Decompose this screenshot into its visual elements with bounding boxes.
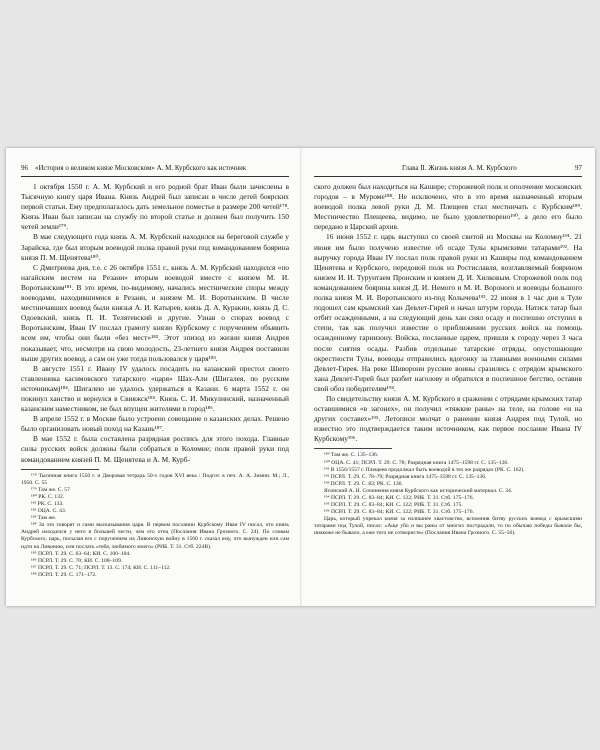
- footnote: ¹⁹⁴ ПСРЛ. Т. 29. С. 83–84; КИ. С. 122; РИБ. Т. 31. Стб. 175–176.: [324, 495, 474, 501]
- book-gutter: [300, 148, 302, 606]
- paragraph: В августе 1551 г. Ивану IV удалось посадить на казанский престол своего ставленника касимовского татарского «царя» Шах-Али (Шигалея, по русским источникам)¹⁸⁴. Шигалею не удалось удержаться в Казани. 6 марта 1552 г. он покинул ханство и вернулся в Свияжск¹⁸⁵. Князь С. И. Микулинский, назначенный казанским наместником, не был впущен жителями в город¹⁸⁶.: [21, 363, 289, 414]
- footnote: ¹⁹⁶ ПСРЛ. Т. 29. С. 83–84; КИ. С. 122; РИБ. Т. 31. Стб. 175–176.: [324, 509, 474, 516]
- paragraph: В апреле 1552 г. в Москве было устроено совещание о казанских делах. Решено было организовать новый поход на Казань¹⁸⁷.: [21, 414, 289, 434]
- paragraph: С Дмитриева дня, т.е. с 26 октября 1551 г., князь А. М. Курбский находился «по нагайским вестем на Резани» вторым воеводой вместе с князем М. И. Воротынским¹⁸¹. В это время, по-видимому, начались местнические споры между воеводами, находившимися в Резани, и князем М. И. Воротынским. В числе местничавших воевод были князья А. И. Катырев, князь Д. А. Куракин, князь Д. С. Одоевский, князь П. И. Телятевский и другие. Узнав о спорах воевод с Воротынским, Иван IV послал грамоту князю Курбскому с поручением объявить всем им, чтобы они были «без мест»¹⁸². Этот эпизод из жизни князя Андрея показывает, что, несмотря на свою молодость, 23-летнего князя Андрея поставили выше других воевод, а сам он уже тогда пользовался у царя¹⁸³.: [21, 262, 289, 363]
- footnote: ¹⁷⁸ Тысячная книга 1550 г. и Дворовая тетрадь 50-х годов XVI века / Подгот. к печ. А. А. Зимин. М.; Л., 1950. С. 55: [21, 472, 289, 486]
- footnote: ¹⁹² ПСРЛ. Т. 29. С. 78–79; Разрядная книга 1475–1598 гг. С. 135–136.: [324, 473, 487, 480]
- footnote: ¹⁸⁰ РК. С. 132.: [31, 493, 65, 500]
- right-page-body: [314, 182, 582, 444]
- footnote: ¹⁹³ ПСРЛ. Т. 29. С. 83; РК. С. 136.: [324, 480, 403, 487]
- footnote: ¹⁷⁹ Там же. С. 57: [31, 486, 70, 493]
- page-number: 96: [21, 164, 28, 172]
- running-head: «История о великом князе Московском» А. М. Курбского как источник: [35, 164, 247, 172]
- footnote-rule: [21, 469, 99, 470]
- footnote: ¹⁸⁶ ПСРЛ. Т. 29. С. 70; КИ. С. 108–109.: [31, 557, 123, 564]
- footnote: ¹⁸² ОЦА. С. 43.: [31, 508, 67, 515]
- footnote: Царь, который упрекал князя за излишнее хвастовство, вспомнив битву русских воевод с крымскими татарами под Тулой, писал: «Аще убо и вы раны от многих пострадали, то по обычаю победы бывали бы, инакоже не бывало, а еже того не сотвористе» (Послания Ивана Грозного. С. 55–56).: [314, 516, 582, 537]
- left-page-body: [21, 182, 289, 465]
- left-page-header: [21, 164, 289, 177]
- right-page-header: [314, 164, 582, 177]
- footnote-rule: [314, 448, 392, 449]
- footnote: ¹⁸⁸ ПСРЛ. Т. 29. С. 171–172.: [31, 571, 97, 578]
- right-page: [314, 164, 582, 538]
- right-footnotes: [314, 452, 582, 537]
- footnote: ¹⁸³ Там же.: [31, 515, 57, 522]
- footnote: ¹⁸⁹ Там же. С. 135–136.: [324, 452, 379, 459]
- footnote: ¹⁸⁵ ПСРЛ. Т. 29. С. 63–64; КИ. С. 100–104.: [31, 550, 131, 557]
- paragraph: В мае 1552 г. была составлена разрядная роспись для этого похода. Главные силы русских войск должны были собраться в Коломне; полк правой руки под командованием князей П. М. Щенятева и А. М. Курб-: [21, 434, 289, 464]
- footnote: ¹⁹⁰ ОЦА. С. 41; ПСРЛ. Т. 29. С. 78; Разрядная книга 1475–1598 гг. С. 135–136.: [324, 459, 509, 466]
- footnote: ¹⁸¹ РК. С. 133.: [31, 501, 64, 507]
- paragraph: 16 июня 1552 г. царь выступил со своей свитой из Москвы на Коломну¹⁹¹. 21 июня им было получено известие об осаде Тулы крымскими татарами¹⁹². На выручку города Иван IV послал полк правой руки из Каширы под командованием Щенятева и Курбского, передовой полк из Ростиславля, возглавляемый боярином князем И. И. Турунтаем Пронским и князем Д. И. Хилковым. Сторожевой полк под командованием боярина князя Д. И. Немого и М. И. Вороного и воеводы большого полка князя М. И. Воротынского из-под Колычева¹⁹³. 22 июня в 1 час дня к Туле подошел сам крымский хан Девлет-Гирей и начал штурм города. Натиск татар был отбит осажденными, а на следующий день хан снял осаду и поспешно отступил в степи, так как получил известие о приближении русских войск на помощь осажденному гарнизону. Войска, посланные царем, пришли к городу через 3 часа после снятия осады. Разбив отдельные татарские отряды, опустошающие окрестности Тулы, воеводы отправились вдогонку за главными военными силами Девлет-Гирея. На реке Шиворони русские воины сразились с отрядом крымского хана Девлет-Гирей был разбит наголову и обратился в поспешное бегство, оставив свой обоз победителям¹⁹⁴.: [314, 232, 582, 393]
- footnote: ¹⁹⁵ ПСРЛ. Т. 29. С. 83–84; КИ. С. 122; РИБ. Т. 31. Стб. 175.: [324, 502, 463, 509]
- left-footnotes: [21, 473, 289, 579]
- running-head: Глава II. Жизнь князя А. М. Курбского: [402, 164, 517, 172]
- paragraph: В мае следующего года князь А. М. Курбский находился на береговой службе у Зарайска, где был вторым воеводой полка правой руки под командованием боярина князя П. М. Щенятева¹⁸⁰.: [21, 232, 289, 262]
- footnote: ¹⁹¹ В 1556/1557 г. Плещеев продолжал быть воеводой в тех же разрядах (РК. С. 162).: [324, 466, 525, 473]
- footnote: ¹⁸⁴ За это говорят и сами высказывания царя. В первом послании Курбскому Иван IV писал, что князь Андрей находился у него в большей чести, чем его отец (Послания Ивана Грозного. С. 24). По словам Курбского, царь, посылая его с поручением на Ливонскую войну в 1560 г. сказал ему, что вынужден или сам идти на Ливонию, или послать «тебя, любимого моего» (РИБ. Т. 31. Стб. 224В).: [21, 522, 289, 550]
- paragraph: ского должен был находиться на Кашире; сторожевой полк и ополчение московских городов – в Муроме¹⁸⁸. Не исключено, что в это время назначенный вторым воеводой полка левой руки Д. М. Плещеев стал местничать с Курбским¹⁸⁹. Местничество Плещеева, видимо, не было удовлетворено¹⁹⁰, а дело его было передано в Царский архив.: [314, 182, 582, 232]
- paragraph: 1 октября 1550 г. А. М. Курбский и его родной брат Иван были зачислены в Тысячную книгу царя Ивана. Князь Андрей был записан в числе детей боярских первой статьи. Ему предполагалось дать земельное поместье в размере 200 четей¹⁷⁸. Князь Иван был записан на службу по второй статье и должен был получить 150 четей земли¹⁷⁹.: [21, 182, 289, 232]
- footnote: Ясинский А. Н. Сочинения князя Курбского как исторический материал. С. 34.: [324, 487, 513, 494]
- page-number: 97: [575, 164, 582, 172]
- paragraph: По свидетельству князя А. М. Курбского в сражении с отрядами крымских татар оставшимися «в загонех», он получил «тяжкие раны» на теле, на голове «и на других составех»¹⁹⁵. Летописи молчат о ранении князя Андрея под Тулой, но известно это подтверждается таким источником, как первое послание Ивана IV Курбскому¹⁹⁶.: [314, 393, 582, 444]
- footnote: ¹⁸⁷ ПСРЛ. Т. 29. С. 71; ПСРЛ. Т. 13. С. 174; КИ. С. 111–112.: [31, 564, 171, 571]
- left-page: [21, 164, 289, 579]
- book-spread: [6, 148, 595, 606]
